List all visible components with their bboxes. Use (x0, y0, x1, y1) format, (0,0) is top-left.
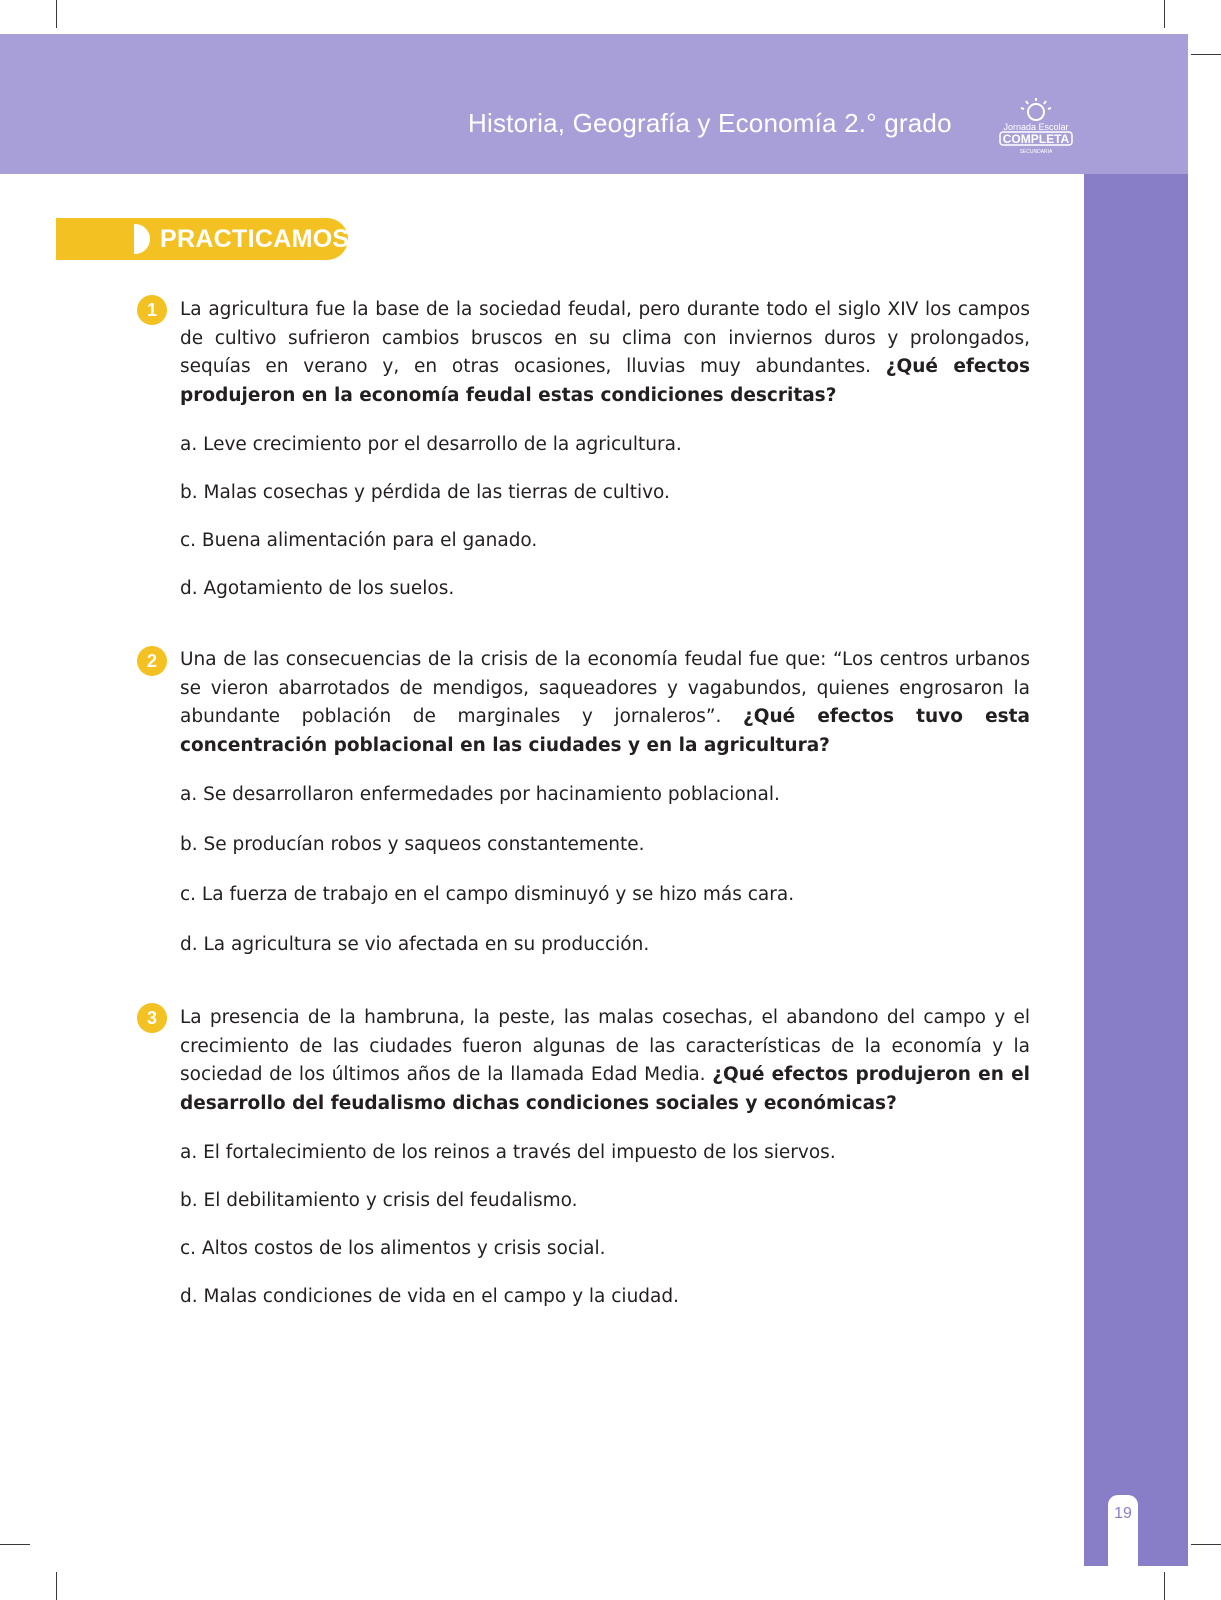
question-prompt: ¿Qué efectos produjeron en la economía feudal estas condiciones descritas? (180, 356, 1030, 407)
crop-mark (1191, 1544, 1221, 1545)
answer-option[interactable]: d. Agotamiento de los suelos. (180, 578, 455, 599)
question-number-badge: 2 (137, 646, 167, 676)
question-text (180, 1004, 1030, 1119)
answer-option[interactable]: d. Malas condiciones de vida en el campo y la ciudad. (180, 1286, 679, 1307)
question-text (180, 646, 1030, 761)
crop-mark (1164, 0, 1165, 28)
svg-text:Jornada Escolar: Jornada Escolar (1003, 122, 1069, 132)
answer-option[interactable]: b. El debilitamiento y crisis del feudalismo. (180, 1190, 578, 1211)
answer-option[interactable]: c. La fuerza de trabajo en el campo disminuyó y se hizo más cara. (180, 884, 795, 905)
header-title: Historia, Geografía y Economía 2.° grado (468, 108, 952, 138)
side-band (1084, 174, 1188, 1566)
section-title: PRACTICAMOS (160, 225, 350, 253)
svg-text:COMPLETA: COMPLETA (1002, 132, 1070, 146)
answer-option[interactable]: b. Se producían robos y saqueos constantemente. (180, 834, 645, 855)
answer-option[interactable]: c. Buena alimentación para el ganado. (180, 530, 538, 551)
answer-option[interactable]: a. Leve crecimiento por el desarrollo de la agricultura. (180, 434, 682, 455)
question-statement: Una de las consecuencias de la crisis de la economía feudal fue que: “Los centros urbanos se vieron abarrotados de mendigos, saqueadores y vagabundos, quienes engrosaron la abundante población de marginales y jornaleros”. (180, 649, 1030, 728)
crop-mark (56, 0, 57, 28)
question-statement: La agricultura fue la base de la sociedad feudal, pero durante todo el siglo XIV los campos de cultivo sufrieron cambios bruscos en su clima con inviernos duros y prolongados, sequías en verano y, en otras ocasiones, lluvias muy abundantes. (180, 299, 1030, 378)
answer-option[interactable]: a. Se desarrollaron enfermedades por hacinamiento poblacional. (180, 784, 780, 805)
crop-mark (56, 1572, 57, 1600)
crop-mark (0, 1544, 30, 1545)
question-number-badge: 3 (137, 1003, 167, 1033)
answer-option[interactable]: a. El fortalecimiento de los reinos a través del impuesto de los siervos. (180, 1142, 836, 1163)
crop-mark (1191, 54, 1221, 55)
answer-option[interactable]: c. Altos costos de los alimentos y crisis social. (180, 1238, 606, 1259)
question-prompt: ¿Qué efectos tuvo esta concentración poblacional en las ciudades y en la agricultura? (180, 706, 1030, 757)
question-text (180, 296, 1030, 411)
answer-option[interactable]: b. Malas cosechas y pérdida de las tierras de cultivo. (180, 482, 670, 503)
question-statement: La presencia de la hambruna, la peste, las malas cosechas, el abandono del campo y el crecimiento de las ciudades fueron algunas de las características de la economía y la sociedad de los últimos años de la llamada Edad Media. (180, 1007, 1030, 1086)
question-number-badge: 1 (137, 295, 167, 325)
crop-mark (1164, 1572, 1165, 1600)
question-prompt: ¿Qué efectos produjeron en el desarrollo del feudalismo dichas condiciones sociales y económicas? (180, 1064, 1030, 1115)
answer-option[interactable]: d. La agricultura se vio afectada en su producción. (180, 934, 650, 955)
svg-text:SECUNDARIA: SECUNDARIA (1019, 149, 1053, 155)
page-number: 19 (1114, 1505, 1132, 1522)
jornada-escolar-completa-logo (996, 96, 1076, 156)
